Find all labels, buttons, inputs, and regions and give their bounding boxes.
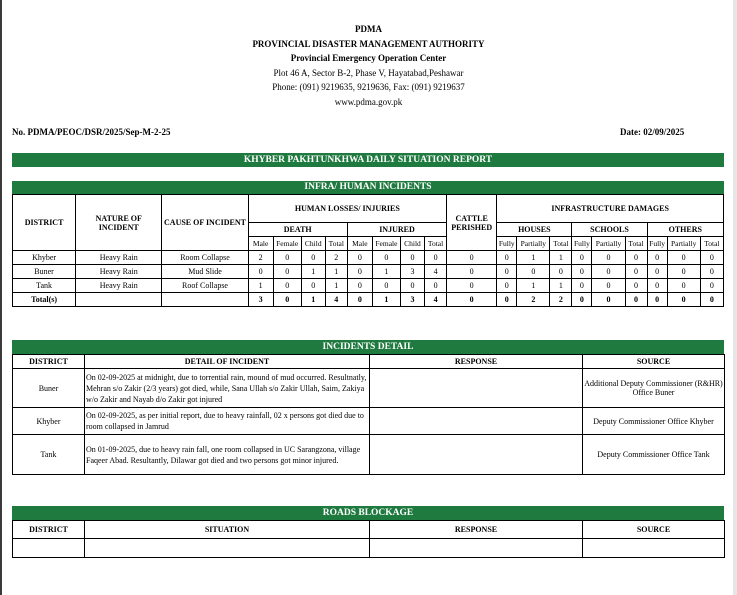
- col-others-partially: Partially: [667, 237, 700, 251]
- cell-value: 0: [347, 265, 372, 279]
- cell-nature: Heavy Rain: [76, 279, 162, 293]
- cell-value: 0: [425, 279, 447, 293]
- col-source: SOURCE: [583, 521, 725, 539]
- cell-value: 1: [325, 279, 347, 293]
- cell-value: 0: [248, 265, 273, 279]
- col-schools-partially: Partially: [592, 237, 625, 251]
- cell-value: 1: [517, 251, 550, 265]
- cell-value: 0: [372, 251, 400, 265]
- col-district: DISTRICT: [13, 355, 85, 369]
- center-name: Provincial Emergency Operation Center: [290, 53, 447, 63]
- address: Plot 46 A, Sector B-2, Phase V, Hayatabad,Peshawar: [273, 67, 464, 78]
- cell-cause: Room Collapse: [162, 251, 248, 265]
- cell-value: 0: [497, 265, 517, 279]
- cell-value: 0: [667, 251, 700, 265]
- col-cattle: CATTLE PERISHED: [447, 195, 497, 251]
- total-value: 2: [550, 293, 572, 307]
- col-others-fully: Fully: [647, 237, 667, 251]
- col-death-total: Total: [325, 237, 347, 251]
- cell-value: 1: [301, 265, 325, 279]
- cell-value: 4: [425, 265, 447, 279]
- col-houses-fully: Fully: [497, 237, 517, 251]
- cell-empty: [162, 293, 248, 307]
- col-death-male: Male: [248, 237, 273, 251]
- col-situation: SITUATION: [85, 521, 370, 539]
- cell-value: 0: [400, 251, 424, 265]
- table-row: [13, 408, 725, 435]
- col-source: SOURCE: [583, 355, 725, 369]
- cell-district: Buner: [13, 369, 85, 408]
- cell-value: 2: [325, 251, 347, 265]
- cell-value: 0: [572, 251, 592, 265]
- cell-value: 0: [625, 265, 647, 279]
- cell-value: 0: [625, 251, 647, 265]
- cell-response: [370, 369, 583, 408]
- col-death: DEATH: [248, 223, 347, 237]
- cell-value: 0: [497, 251, 517, 265]
- total-value: 0: [273, 293, 301, 307]
- cell-value: 0: [400, 279, 424, 293]
- cell-empty: [583, 539, 725, 558]
- cell-value: 0: [273, 265, 301, 279]
- cell-detail: On 01-09-2025, due to heavy rain fall, one room collapsed in UC Sarangzona, village Faqeer Abad. Resultantly, Dilawar got died and two persons got minor injured.: [85, 435, 370, 475]
- cell-value: 0: [425, 251, 447, 265]
- total-value: 1: [301, 293, 325, 307]
- cell-response: [370, 408, 583, 435]
- table-row: [13, 369, 725, 408]
- col-schools-total: Total: [625, 237, 647, 251]
- cell-value: 0: [592, 251, 625, 265]
- cell-cause: Roof Collapse: [162, 279, 248, 293]
- org-full: PROVINCIAL DISASTER MANAGEMENT AUTHORITY: [252, 38, 485, 49]
- website: www.pdma.gov.pk: [334, 96, 403, 107]
- table-row: [13, 265, 724, 279]
- letterhead: [0, 22, 737, 109]
- org-short: PDMA: [355, 24, 382, 34]
- reference-number: No. PDMA/PEOC/DSR/2025/Sep-M-2-25: [12, 127, 171, 137]
- table-row: [13, 279, 724, 293]
- total-value: 1: [372, 293, 400, 307]
- table-row: [13, 435, 725, 475]
- cell-source: Additional Deputy Commissioner (R&HR) Office Buner: [583, 369, 725, 408]
- col-injured-child: Child: [400, 237, 424, 251]
- col-cause: CAUSE OF INCIDENT: [162, 195, 248, 251]
- col-district: DISTRICT: [13, 195, 76, 251]
- cell-detail: On 02-09-2025 at midnight, due to torrential rain, mound of mud occurred. Resultnatly, Mehran s/o Zakir (2/3 years) got died, while, Sana Ullah s/o Zakir Ullah, Saim, Zakiya w/o Zakir and Nayab d/o Zakir got injured: [85, 369, 370, 408]
- cell-value: 0: [700, 279, 723, 293]
- cell-value: 2: [248, 251, 273, 265]
- col-death-female: Female: [273, 237, 301, 251]
- cell-value: 0: [572, 265, 592, 279]
- cell-district: Buner: [13, 265, 76, 279]
- cell-response: [370, 435, 583, 475]
- col-district: DISTRICT: [13, 521, 85, 539]
- col-schools: SCHOOLS: [572, 223, 647, 237]
- col-injured-total: Total: [425, 237, 447, 251]
- cell-value: 0: [447, 251, 497, 265]
- cell-value: 0: [301, 279, 325, 293]
- col-infra-damages: INFRASTRUCTURE DAMAGES: [497, 195, 724, 223]
- cell-district: Tank: [13, 435, 85, 475]
- total-value: 4: [425, 293, 447, 307]
- cell-value: 1: [550, 279, 572, 293]
- cell-detail: On 02-09-2025, as per initial report, due to heavy rainfall, 02 x persons got died due to room collapsed in Jamrud: [85, 408, 370, 435]
- roads-table: [12, 520, 725, 558]
- col-injured-female: Female: [372, 237, 400, 251]
- infra-section-title: INFRA/ HUMAN INCIDENTS: [12, 181, 724, 194]
- cell-source: Deputy Commissioner Office Khyber: [583, 408, 725, 435]
- cell-value: 1: [517, 279, 550, 293]
- cell-source: Deputy Commissioner Office Tank: [583, 435, 725, 475]
- col-houses: HOUSES: [497, 223, 572, 237]
- cell-value: 0: [273, 279, 301, 293]
- cell-district: Khyber: [13, 408, 85, 435]
- cell-value: 0: [273, 251, 301, 265]
- infra-table: [12, 194, 724, 307]
- col-houses-total: Total: [550, 237, 572, 251]
- cell-value: 0: [517, 265, 550, 279]
- cell-value: 0: [667, 265, 700, 279]
- total-value: 0: [667, 293, 700, 307]
- cell-value: 3: [400, 265, 424, 279]
- total-value: 0: [497, 293, 517, 307]
- cell-value: 0: [647, 265, 667, 279]
- col-response: RESPONSE: [370, 521, 583, 539]
- col-detail: DETAIL OF INCIDENT: [85, 355, 370, 369]
- col-injured-male: Male: [347, 237, 372, 251]
- cell-empty: [13, 539, 85, 558]
- cell-nature: Heavy Rain: [76, 251, 162, 265]
- cell-empty: [76, 293, 162, 307]
- cell-value: 0: [301, 251, 325, 265]
- cell-value: 0: [700, 251, 723, 265]
- cell-value: 0: [700, 265, 723, 279]
- total-value: 0: [700, 293, 723, 307]
- cell-value: 0: [647, 251, 667, 265]
- total-value: 4: [325, 293, 347, 307]
- col-death-child: Child: [301, 237, 325, 251]
- cell-cause: Mud Slide: [162, 265, 248, 279]
- cell-value: 0: [550, 265, 572, 279]
- cell-value: 0: [647, 279, 667, 293]
- cell-value: 0: [592, 265, 625, 279]
- report-date: Date: 02/09/2025: [620, 127, 685, 137]
- cell-value: 0: [372, 279, 400, 293]
- total-value: 0: [625, 293, 647, 307]
- cell-value: 0: [667, 279, 700, 293]
- incidents-section-title: INCIDENTS DETAIL: [12, 340, 724, 354]
- col-others: OTHERS: [647, 223, 723, 237]
- total-value: 0: [592, 293, 625, 307]
- col-injured: INJURED: [347, 223, 446, 237]
- col-schools-fully: Fully: [572, 237, 592, 251]
- col-response: RESPONSE: [370, 355, 583, 369]
- cell-empty: [85, 539, 370, 558]
- total-value: 0: [647, 293, 667, 307]
- roads-section-title: ROADS BLOCKAGE: [12, 506, 724, 520]
- cell-empty: [370, 539, 583, 558]
- total-value: 3: [248, 293, 273, 307]
- cell-value: 0: [447, 279, 497, 293]
- total-value: 0: [447, 293, 497, 307]
- col-nature: NATURE OF INCIDENT: [76, 195, 162, 251]
- cell-value: 1: [325, 265, 347, 279]
- phone: Phone: (091) 9219635, 9219636, Fax: (091) 9219637: [272, 82, 465, 92]
- cell-value: 1: [550, 251, 572, 265]
- cell-value: 0: [447, 265, 497, 279]
- cell-value: 0: [572, 279, 592, 293]
- cell-district: Khyber: [13, 251, 76, 265]
- total-value: 0: [347, 293, 372, 307]
- incidents-table: [12, 354, 725, 475]
- cell-district: Tank: [13, 279, 76, 293]
- cell-value: 0: [625, 279, 647, 293]
- cell-value: 0: [497, 279, 517, 293]
- totals-row: [13, 293, 724, 307]
- table-row: [13, 251, 724, 265]
- cell-value: 1: [248, 279, 273, 293]
- report-title: KHYBER PAKHTUNKHWA DAILY SITUATION REPORT: [12, 153, 724, 167]
- table-row: [13, 539, 725, 558]
- cell-value: 1: [372, 265, 400, 279]
- cell-value: 0: [347, 279, 372, 293]
- col-others-total: Total: [700, 237, 723, 251]
- total-value: 3: [400, 293, 424, 307]
- cell-value: 0: [347, 251, 372, 265]
- cell-nature: Heavy Rain: [76, 265, 162, 279]
- col-human-losses: HUMAN LOSSES/ INJURIES: [248, 195, 447, 223]
- totals-label: Total(s): [13, 293, 76, 307]
- total-value: 2: [517, 293, 550, 307]
- col-houses-partially: Partially: [517, 237, 550, 251]
- total-value: 0: [572, 293, 592, 307]
- cell-value: 0: [592, 279, 625, 293]
